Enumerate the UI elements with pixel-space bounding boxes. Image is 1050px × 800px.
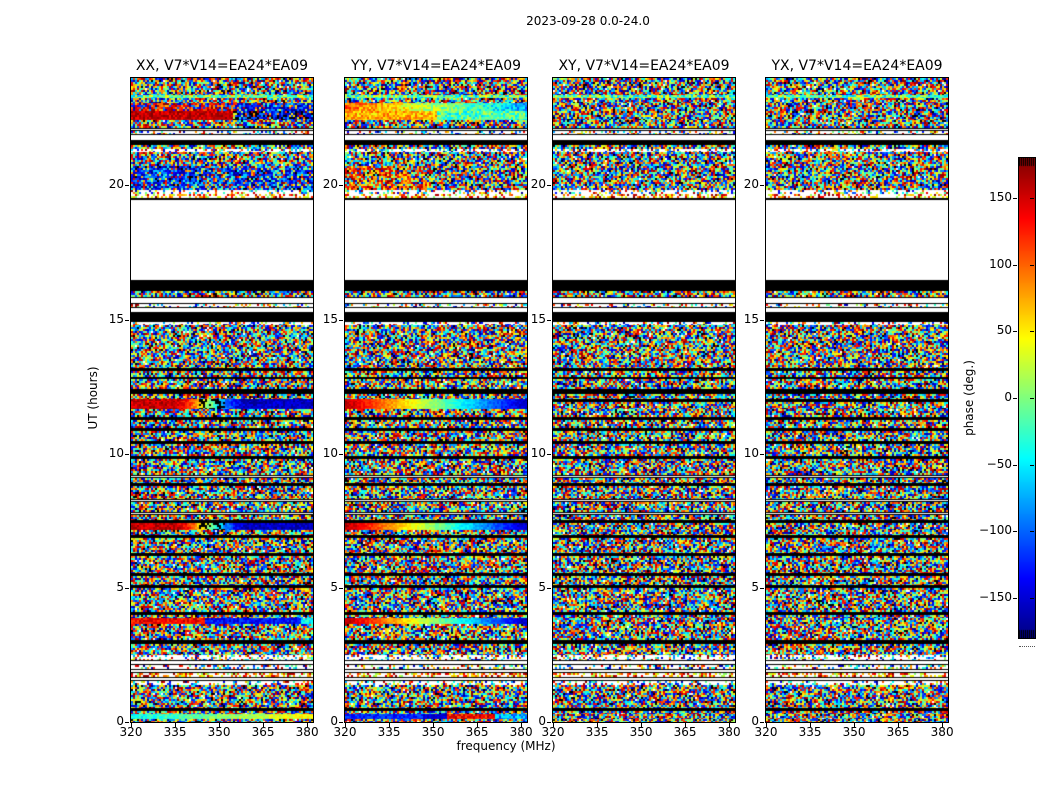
x-tick-label: 380 bbox=[930, 725, 954, 739]
y-tick-mark bbox=[547, 185, 551, 186]
phase-spectrogram-canvas bbox=[345, 78, 527, 722]
colorbar-tick-label: 150 bbox=[989, 190, 1012, 204]
y-tick-label: 10 bbox=[743, 445, 759, 460]
panel-title: YY, V7*V14=EA24*EA09 bbox=[350, 58, 522, 74]
y-tick-label: 0 bbox=[751, 714, 759, 728]
colorbar-extend-dots bbox=[1019, 646, 1035, 647]
colorbar-tick-mark bbox=[1013, 598, 1017, 599]
x-tick-label: 380 bbox=[509, 725, 533, 739]
y-tick-label: 5 bbox=[116, 579, 124, 594]
y-tick-mark bbox=[547, 588, 551, 589]
x-tick-label: 320 bbox=[119, 725, 143, 739]
y-tick-mark bbox=[760, 320, 764, 321]
y-tick-mark bbox=[125, 588, 129, 589]
colorbar-tick-mark bbox=[1013, 398, 1017, 399]
y-tick-label: 10 bbox=[108, 445, 124, 460]
spectrogram-panel bbox=[552, 77, 736, 723]
colorbar-inner-tick-mark bbox=[1030, 598, 1034, 599]
x-tick-label: 350 bbox=[421, 725, 445, 739]
colorbar-label: phase (deg.) bbox=[962, 360, 976, 436]
y-tick-label: 20 bbox=[530, 177, 546, 192]
colorbar-inner-tick-mark bbox=[1030, 398, 1034, 399]
spectrogram-panel bbox=[130, 77, 314, 723]
x-tick-label: 335 bbox=[163, 725, 187, 739]
x-tick-label: 320 bbox=[754, 725, 778, 739]
colorbar-tick-label: −100 bbox=[979, 523, 1012, 538]
colorbar-inner-tick-mark bbox=[1030, 265, 1034, 266]
y-tick-mark bbox=[339, 454, 343, 455]
y-tick-label: 0 bbox=[330, 714, 338, 728]
colorbar-tick-mark bbox=[1013, 198, 1017, 199]
x-tick-label: 350 bbox=[207, 725, 231, 739]
y-tick-mark bbox=[125, 454, 129, 455]
y-tick-mark bbox=[125, 185, 129, 186]
x-tick-label: 335 bbox=[377, 725, 401, 739]
y-tick-mark bbox=[547, 454, 551, 455]
y-axis-label: UT (hours) bbox=[86, 366, 100, 430]
colorbar-tick-mark bbox=[1013, 531, 1017, 532]
y-tick-mark bbox=[760, 722, 764, 723]
y-tick-label: 15 bbox=[743, 311, 759, 326]
x-axis-label: frequency (MHz) bbox=[456, 739, 556, 753]
x-tick-label: 365 bbox=[673, 725, 697, 739]
y-tick-label: 20 bbox=[322, 177, 338, 192]
colorbar-tick-mark bbox=[1013, 265, 1017, 266]
y-tick-mark bbox=[760, 185, 764, 186]
panel-title: XY, V7*V14=EA24*EA09 bbox=[558, 58, 730, 74]
colorbar-tick-label: −50 bbox=[986, 456, 1012, 471]
colorbar-tick-label: 0 bbox=[1004, 390, 1012, 404]
y-tick-mark bbox=[339, 320, 343, 321]
y-tick-label: 10 bbox=[322, 445, 338, 460]
y-tick-mark bbox=[125, 722, 129, 723]
x-tick-label: 320 bbox=[333, 725, 357, 739]
y-tick-label: 5 bbox=[330, 579, 338, 594]
colorbar-tick-mark bbox=[1013, 331, 1017, 332]
phase-spectrogram-canvas bbox=[553, 78, 735, 722]
y-tick-mark bbox=[339, 588, 343, 589]
y-tick-label: 15 bbox=[108, 311, 124, 326]
colorbar-tick-label: 100 bbox=[989, 256, 1012, 271]
y-tick-label: 15 bbox=[530, 311, 546, 326]
y-tick-mark bbox=[339, 185, 343, 186]
spectrogram-panel bbox=[344, 77, 528, 723]
spectrogram-panel bbox=[765, 77, 949, 723]
x-tick-label: 365 bbox=[886, 725, 910, 739]
x-tick-label: 380 bbox=[717, 725, 741, 739]
colorbar-inner-tick-mark bbox=[1030, 531, 1034, 532]
colorbar-tick-mark bbox=[1013, 465, 1017, 466]
y-tick-label: 5 bbox=[538, 579, 546, 594]
colorbar-tick-label: −150 bbox=[979, 590, 1012, 604]
phase-spectrogram-canvas bbox=[766, 78, 948, 722]
y-tick-label: 0 bbox=[538, 714, 546, 728]
x-tick-label: 365 bbox=[251, 725, 275, 739]
y-tick-label: 10 bbox=[530, 445, 546, 460]
phase-spectrogram-canvas bbox=[131, 78, 313, 722]
y-tick-mark bbox=[125, 320, 129, 321]
x-tick-label: 380 bbox=[295, 725, 319, 739]
y-tick-mark bbox=[547, 320, 551, 321]
colorbar-inner-tick-mark bbox=[1030, 331, 1034, 332]
x-tick-label: 335 bbox=[585, 725, 609, 739]
figure-title: 2023-09-28 0.0-24.0 bbox=[526, 14, 650, 28]
y-tick-mark bbox=[339, 722, 343, 723]
y-tick-label: 5 bbox=[751, 579, 759, 594]
x-tick-label: 335 bbox=[798, 725, 822, 739]
y-tick-label: 15 bbox=[322, 311, 338, 326]
x-tick-label: 365 bbox=[465, 725, 489, 739]
panel-title: YX, V7*V14=EA24*EA09 bbox=[771, 58, 943, 74]
colorbar-tick-label: 50 bbox=[996, 323, 1012, 338]
x-tick-label: 320 bbox=[541, 725, 565, 739]
y-tick-label: 20 bbox=[108, 177, 124, 192]
colorbar-inner-tick-mark bbox=[1030, 465, 1034, 466]
y-tick-mark bbox=[760, 588, 764, 589]
x-tick-label: 350 bbox=[842, 725, 866, 739]
y-tick-label: 0 bbox=[116, 714, 124, 728]
panel-title: XX, V7*V14=EA24*EA09 bbox=[135, 58, 309, 74]
y-tick-mark bbox=[760, 454, 764, 455]
y-tick-mark bbox=[547, 722, 551, 723]
x-tick-label: 350 bbox=[629, 725, 653, 739]
colorbar-inner-tick-mark bbox=[1030, 198, 1034, 199]
y-tick-label: 20 bbox=[743, 177, 759, 192]
